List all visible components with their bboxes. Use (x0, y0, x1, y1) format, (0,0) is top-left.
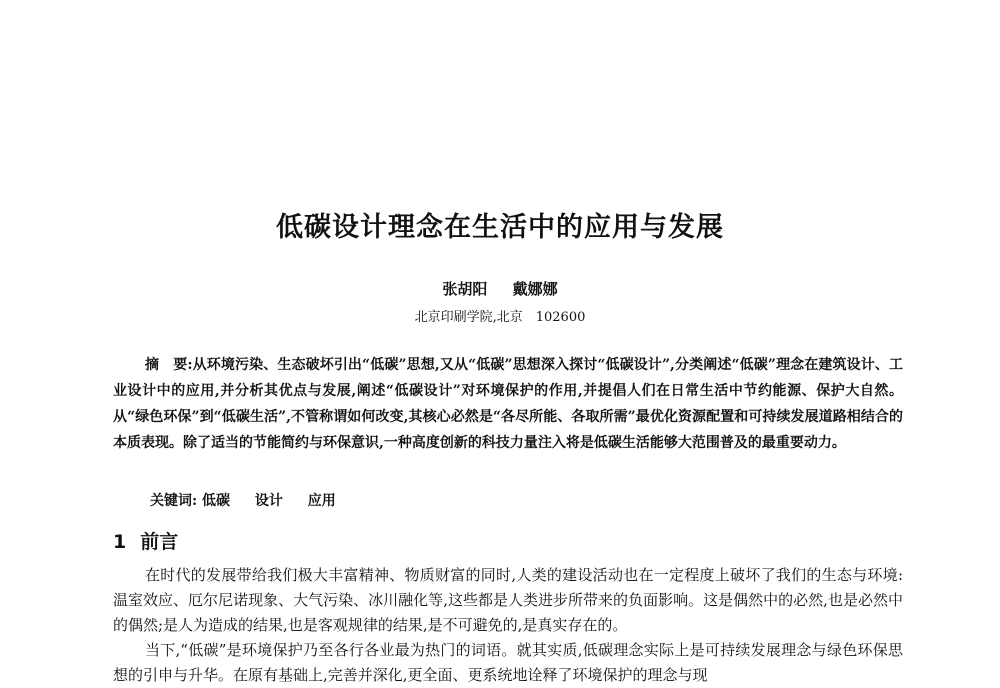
keywords-line (150, 490, 356, 510)
affiliation: 北京印刷学院,北京 102600 (414, 310, 586, 325)
author-list (0, 278, 1000, 299)
author-name: 张胡阳 (442, 280, 488, 298)
keywords-label: 关键词: (150, 493, 198, 509)
abstract-text: 从环境污染、生态破坏引出“低碳”思想,又从“低碳”思想深入探讨“低碳设计”,分类阐述“低碳”理念在建筑设计、工业设计中的应用,并分析其优点与发展,阐述“低碳设计”对环境保护的作用,并提倡人们在日常生活中节约能源、保护大自然。从“绿色环保”到“低碳生活”,不管称谓如何改变,其核心必然是“各尽所能、各取所需”最优化资源配置和可持续发展道路相结合的本质表现。除了适当的节能简约与环保意识,一种高度创新的科技力量注入将是低碳生活能够大范围普及的最重要动力。 (113, 357, 904, 451)
section-heading (113, 527, 178, 554)
body-paragraph: 当下,“低碳”是环境保护乃至各行各业最为热门的词语。就其实质,低碳理念实际上是可持续发展理念与绿色环保思想的引申与升华。在原有基础上,完善并深化,更全面、更系统地诠释了环境保护的理念与现 (113, 641, 903, 684)
section-number: 1 (113, 531, 127, 553)
keyword: 设计 (254, 493, 283, 509)
keyword: 低碳 (202, 493, 231, 509)
author-name: 戴娜娜 (512, 280, 558, 298)
body-paragraph: 在时代的发展带给我们极大丰富精神、物质财富的同时,人类的建设活动也在一定程度上破坏了我们的生态与环境:温室效应、厄尔尼诺现象、大气污染、冰川融化等,这些都是人类进步所带来的负面影响。这是偶然中的必然,也是必然中的偶然;是人为造成的结果,也是客观规律的结果,是不可避免的,是真实存在的。 (113, 566, 903, 634)
body-text (113, 563, 903, 688)
abstract (113, 352, 903, 456)
paper-title: 低碳设计理念在生活中的应用与发展 (276, 212, 724, 243)
section-title: 前言 (140, 531, 179, 553)
keyword: 应用 (307, 493, 336, 509)
abstract-label: 摘 要: (145, 357, 193, 373)
